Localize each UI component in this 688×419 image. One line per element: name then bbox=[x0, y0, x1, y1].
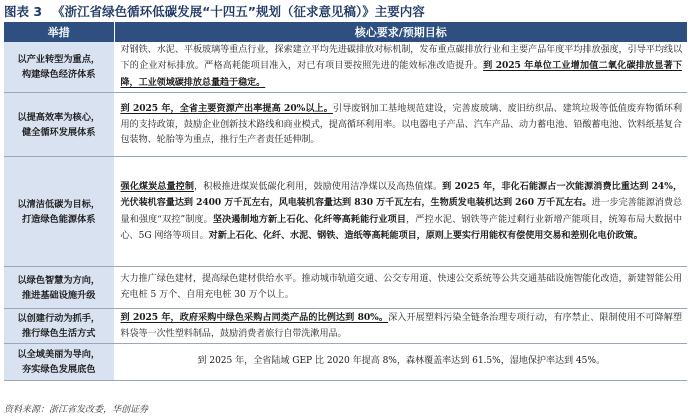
table-row bbox=[4, 344, 687, 381]
highlighted-target-text: 到 2025 年，全省主要资源产出率提高 20%以上。 bbox=[120, 103, 333, 115]
table-row bbox=[4, 42, 687, 93]
bold-text: 对新上石化、化纤、水泥、钢铁、造纸等高耗能项目，原则上要实行用能权有偿使用交易和差别化电价政策。 bbox=[208, 230, 643, 242]
body-text: 大力推广绿色建材，提高绿色建材供给水平。推动城市轨道交通、公交专用道、快速公交系统等公共交通基础设施智能化改造，新建智能公用充电桩 5 万个、自用充电桩 30 万个以上。 bbox=[120, 274, 682, 300]
highlighted-target-text: 到 2025 年单位工业增加值二氧化碳排放显著下降，工业领域碳排放总量趋于稳定。 bbox=[120, 60, 682, 88]
body-text: 引导废钢加工基地规范建设，完善废玻璃、废旧纺织品、建筑垃圾等低值废弃物循环利用的支持政策，鼓励企业创新技术路线和商业模式，提高循环利用率。以电器电子产品、汽车产品、动力蓄电池、铅酸蓄电池、饮料纸基复合包装物、轮胎等为重点，推行生产者责任延伸制。 bbox=[120, 104, 682, 145]
requirement-cell bbox=[114, 93, 687, 157]
measure-cell bbox=[4, 157, 114, 267]
measure-line: 构建绿色经济体系 bbox=[22, 69, 96, 81]
content-table-wrap bbox=[4, 22, 687, 381]
source-note: 资料来源：浙江省发改委，华创证券 bbox=[4, 405, 149, 415]
measure-line: 健全循环发展体系 bbox=[22, 126, 96, 138]
measure-line: 以清洁低碳为目标， bbox=[17, 198, 101, 210]
table-row bbox=[4, 157, 687, 267]
header-requirements: 核心要求/预期目标 bbox=[114, 22, 687, 42]
bold-text: 到 2025 年，非化石能源占一次能源消费比重达到 24%，光伏装机容量达到 2400 万千瓦左右，风电装机容量达到 830 万千瓦左右，生物质发电装机达到 260 万千瓦左右。 bbox=[120, 180, 682, 209]
table-row bbox=[4, 309, 687, 344]
figure-label: 图表 3 bbox=[4, 4, 43, 19]
header-measure: 举措 bbox=[4, 22, 114, 42]
measure-line: 以产业转型为重点， bbox=[17, 54, 101, 66]
requirement-cell bbox=[114, 42, 687, 93]
highlighted-target-text: 强化煤炭总量控制 bbox=[120, 180, 195, 192]
body-text: 深入开展塑料污染全链条治理专项行动，有序禁止、限制使用不可降解塑料袋等一次性塑料制品，鼓励消费者旅行自带洗漱用品。 bbox=[120, 313, 682, 339]
requirement-cell bbox=[114, 344, 687, 381]
measure-line: 打造绿色能源体系 bbox=[22, 213, 96, 225]
measure-cell bbox=[4, 309, 114, 344]
measure-line: 推行绿色生活方式 bbox=[22, 328, 96, 340]
measure-line: 推进基础设施升级 bbox=[22, 289, 96, 301]
table-row bbox=[4, 267, 687, 309]
bold-text: 坚决遏制地方新上石化、化纤等高耗能行业项目 bbox=[212, 213, 407, 225]
table-row bbox=[4, 93, 687, 157]
requirement-cell bbox=[114, 157, 687, 267]
measure-line: 夯实绿色发展底色 bbox=[22, 364, 96, 376]
table-body bbox=[4, 42, 687, 381]
body-text: 进一步完善能源消费总量和强度“双控”制度。 bbox=[120, 198, 682, 225]
measure-line: 以绿色智慧为方向， bbox=[17, 274, 101, 286]
measure-cell bbox=[4, 267, 114, 309]
body-text: 到 2025 年，全省陆域 GEP 比 2020 年提高 8%，森林覆盖率达到 61.5%，湿地保护率达到 45%。 bbox=[197, 356, 606, 367]
figure-title bbox=[4, 2, 425, 20]
body-text: 对钢铁、水泥、平板玻璃等重点行业，探索建立平均先进碳排放对标机制，发布重点碳排放行业和主要产品年度平均排放强度，引导平均线以下的企业对标排放。严格高耗能项目准入，对已有项目要按照先进的能效标准改造提升。 bbox=[120, 45, 682, 72]
table-header-row bbox=[4, 22, 687, 42]
highlighted-target-text: 到 2025 年，政府采购中绿色采购占同类产品的比例达到 80%。 bbox=[120, 312, 389, 324]
measure-cell bbox=[4, 344, 114, 381]
measure-cell bbox=[4, 93, 114, 157]
body-text: ，积极推进煤炭低碳化利用，鼓励使用洁净煤以及高热值煤。 bbox=[194, 181, 443, 192]
content-table bbox=[4, 22, 687, 381]
figure-title-text: 《浙江省绿色循环低碳发展“十四五”规划（征求意见稿）》主要内容 bbox=[52, 4, 425, 19]
requirement-cell bbox=[114, 309, 687, 344]
measure-cell bbox=[4, 42, 114, 93]
measure-line: 以创建行动为抓手， bbox=[17, 313, 101, 325]
body-text: ，严控水泥、钢铁等产能过剩行业新增产能项目，统筹布局大数据中心、5G 网络等项目。 bbox=[120, 214, 682, 242]
measure-line: 以全域美丽为导向， bbox=[17, 349, 101, 361]
requirement-cell bbox=[114, 267, 687, 309]
measure-line: 以提高效率为核心， bbox=[17, 111, 101, 123]
